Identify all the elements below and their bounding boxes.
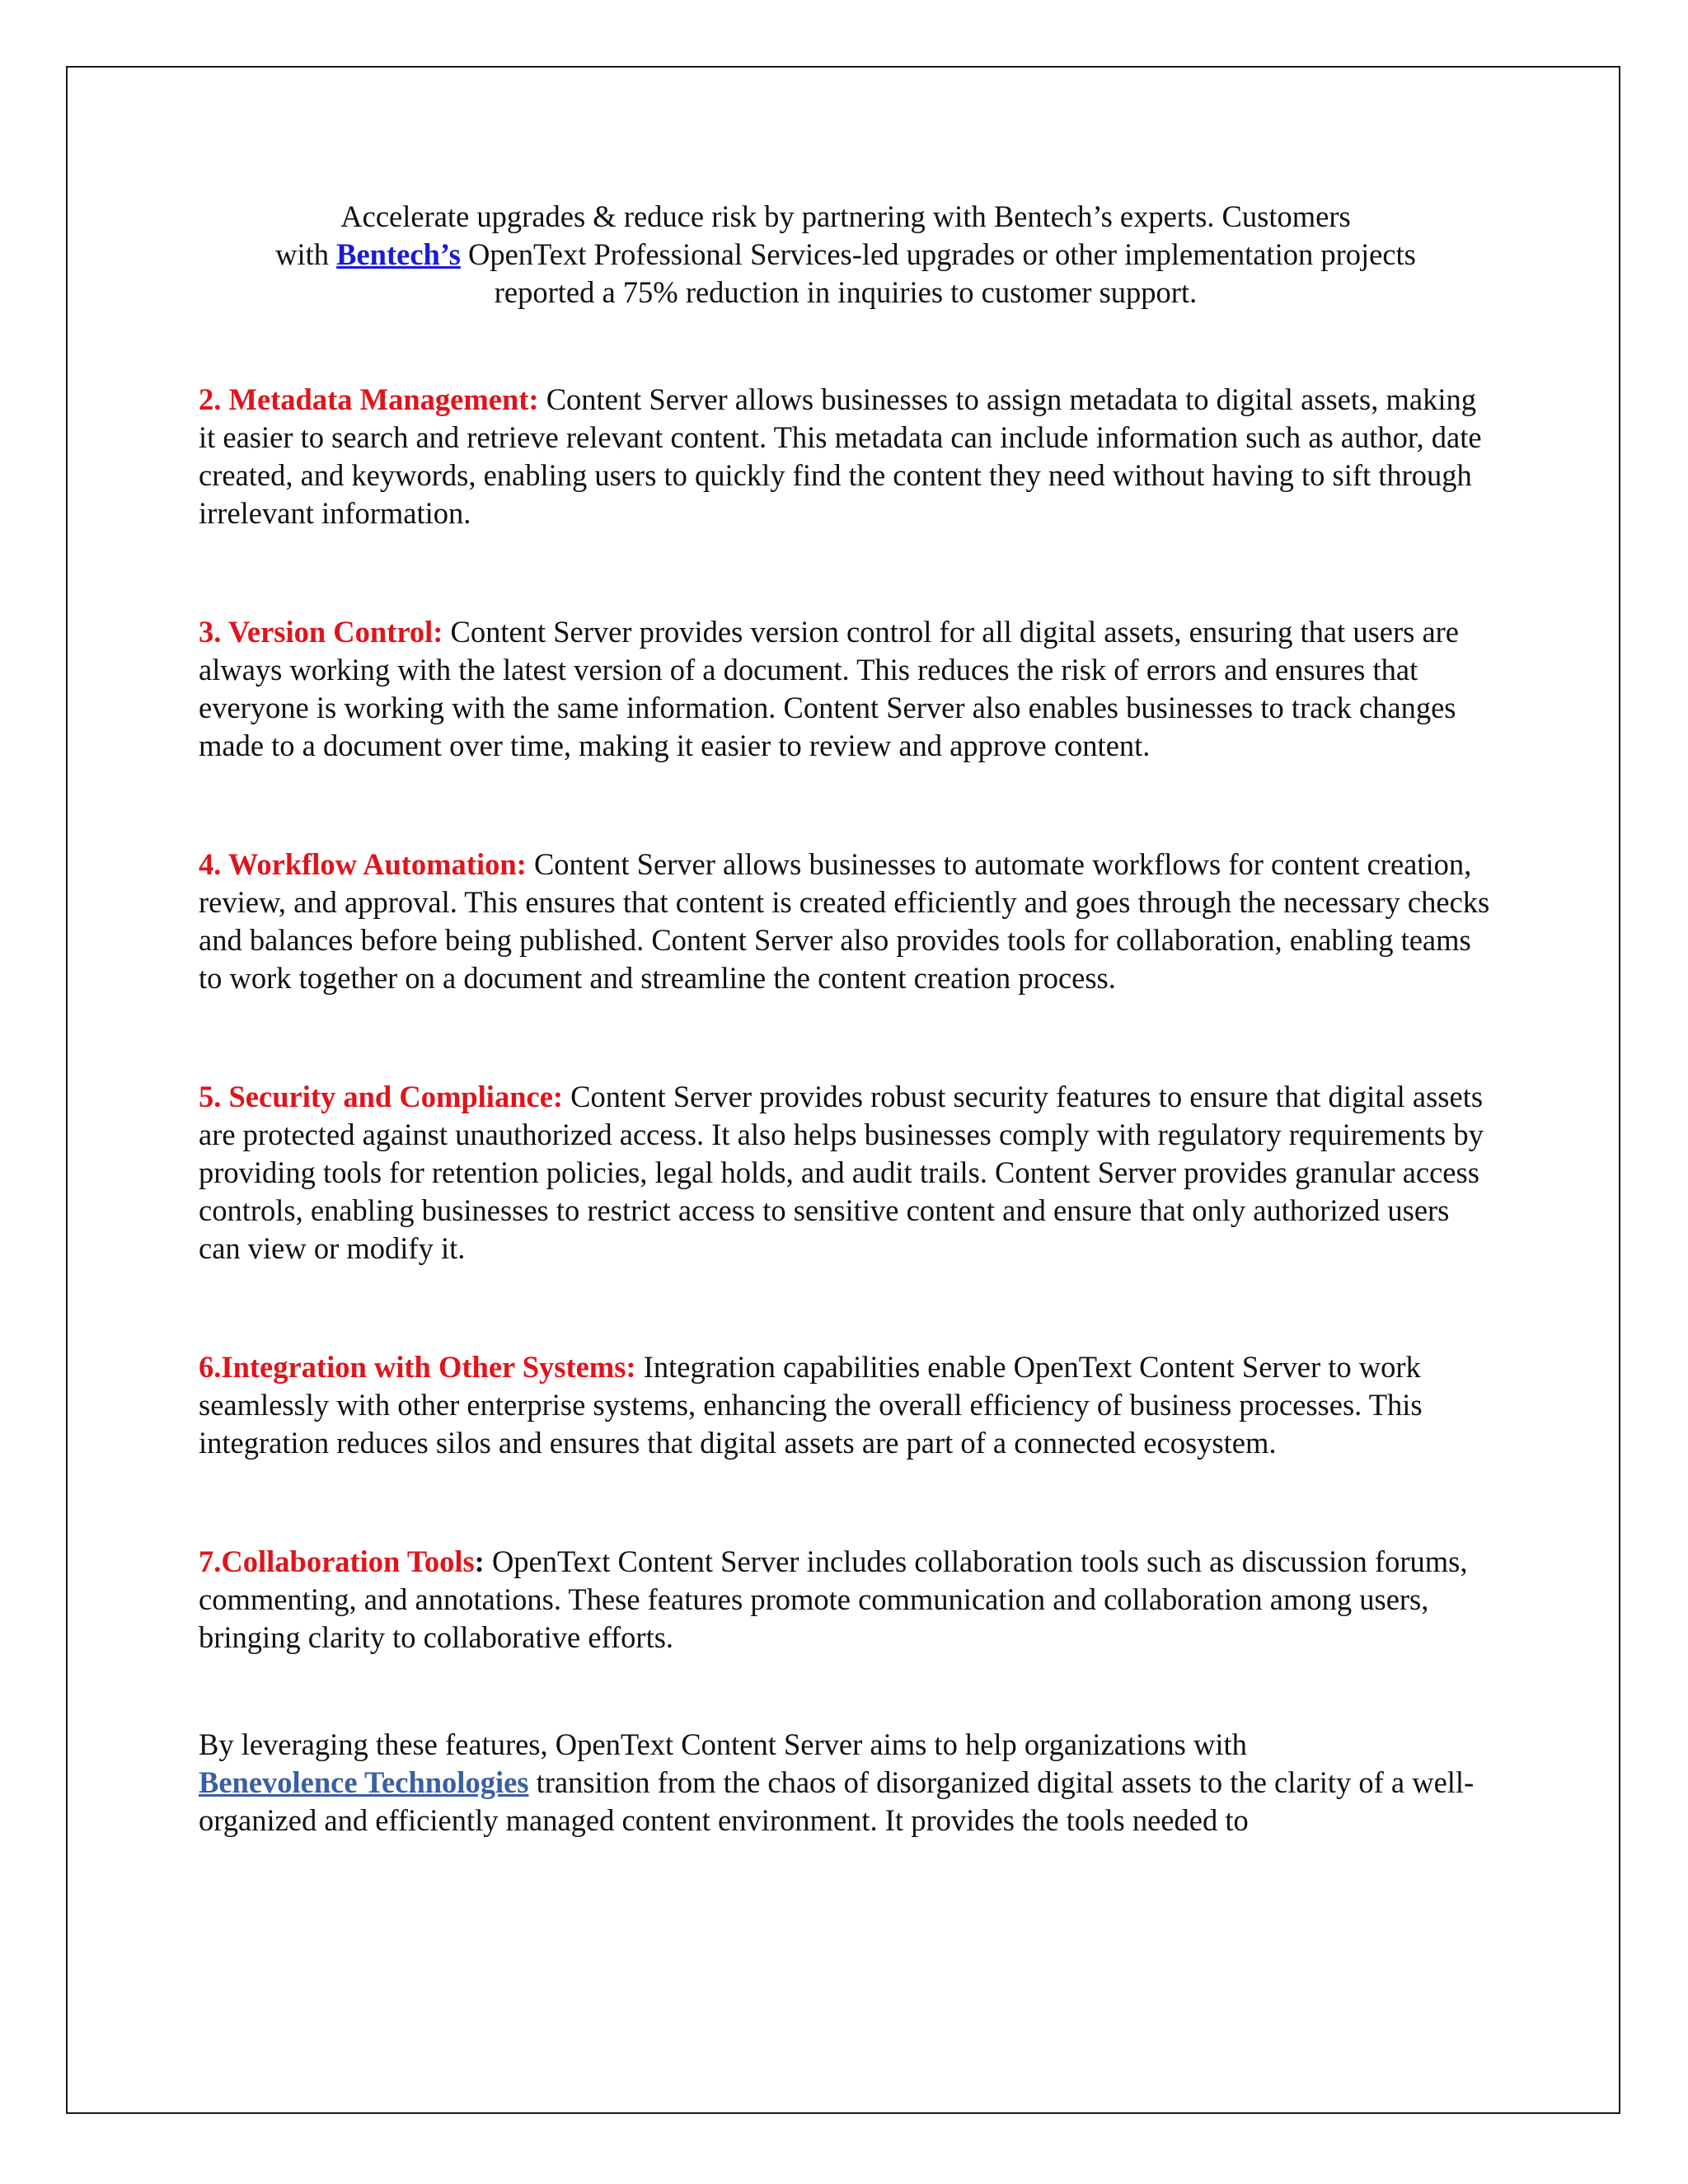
document-body bbox=[199, 198, 1493, 1840]
section-integration bbox=[199, 1348, 1493, 1462]
section-workflow-automation bbox=[199, 846, 1493, 997]
benevolence-technologies-link[interactable]: Benevolence Technologies bbox=[199, 1765, 529, 1799]
section-version-control bbox=[199, 613, 1493, 765]
section-heading: 5. Security and Compliance: bbox=[199, 1080, 564, 1113]
section-heading: 6.Integration with Other Systems: bbox=[199, 1350, 636, 1384]
section-heading: 7.Collaboration Tools bbox=[199, 1544, 475, 1578]
intro-line-1: Accelerate upgrades & reduce risk by partnering with Bentech’s experts. Customers bbox=[340, 199, 1351, 233]
section-heading: 2. Metadata Management: bbox=[199, 382, 539, 416]
section-body: Content Server allows businesses to assign metadata to digital assets, making it easier to search and retrieve relevant content. This metadata can include information such as author, date created, and keywords, enabling users to quickly find the content they need without having to sift through irrelevant information. bbox=[199, 382, 1482, 530]
closing-lead: By leveraging these features, OpenText Content Server aims to help organizations with bbox=[199, 1727, 1247, 1761]
section-heading: 3. Version Control: bbox=[199, 615, 443, 649]
bentech-link[interactable]: Bentech’s bbox=[336, 237, 461, 271]
section-metadata-management bbox=[199, 381, 1493, 532]
intro-line-3: reported a 75% reduction in inquiries to customer support. bbox=[494, 275, 1198, 309]
section-heading: 4. Workflow Automation: bbox=[199, 847, 527, 881]
section-security-compliance bbox=[199, 1078, 1493, 1268]
section-body: Integration capabilities enable OpenText Content Server to work seamlessly with other enterprise systems, enhancing the overall efficiency of business processes. This integration reduces silos and ensures that digital assets are part of a connected ecosystem. bbox=[199, 1350, 1423, 1460]
section-collaboration-tools bbox=[199, 1543, 1493, 1657]
section-heading-colon: : bbox=[474, 1544, 485, 1578]
intro-paragraph bbox=[199, 198, 1493, 312]
section-body: Content Server allows businesses to automate workflows for content creation, review, and approval. This ensures that content is created efficiently and goes through the necessary checks and balances before being published. Content Server also provides tools for collaboration, enabling teams to work together on a document and streamline the content creation process. bbox=[199, 847, 1490, 995]
closing-rest: transition from the chaos of disorganized digital assets to the clarity of a well-organized and efficiently managed content environment. It provides the tools needed to bbox=[199, 1765, 1475, 1837]
section-body: Content Server provides version control for all digital assets, ensuring that users are always working with the latest version of a document. This reduces the risk of errors and ensures that everyone is working with the same information. Content Server also enables businesses to track changes made to a document over time, making it easier to review and approve content. bbox=[199, 615, 1460, 762]
closing-paragraph bbox=[199, 1726, 1493, 1840]
intro-line-2-rest: OpenText Professional Services-led upgrades or other implementation projects bbox=[467, 237, 1416, 271]
section-body: Content Server provides robust security features to ensure that digital assets are protected against unauthorized access. It also helps businesses comply with regulatory requirements by providing tools for retention policies, legal holds, and audit trails. Content Server provides granular access controls, enabling businesses to restrict access to sensitive content and ensure that only authorized users can view or modify it. bbox=[199, 1080, 1484, 1265]
section-body: OpenText Content Server includes collaboration tools such as discussion forums, commenting, and annotations. These features promote communication and collaboration among users, bringing clarity to collaborative efforts. bbox=[199, 1544, 1468, 1654]
intro-with-word: with bbox=[275, 237, 329, 271]
